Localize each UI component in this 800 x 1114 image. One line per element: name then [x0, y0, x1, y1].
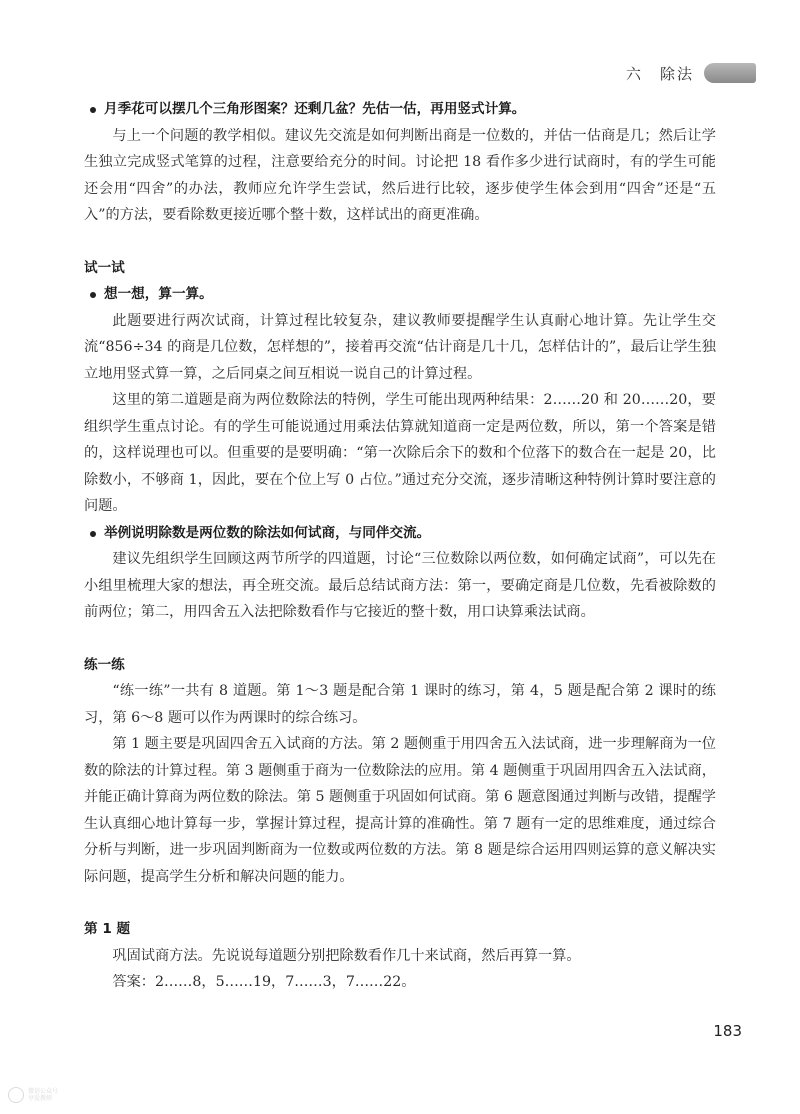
paragraph-problem-1-answer: 答案：2……8，5……19，7……3，7……22。	[112, 974, 416, 990]
page-number: 183	[713, 1022, 742, 1040]
watermark-logo-icon	[8, 1087, 24, 1103]
spacer	[84, 626, 716, 652]
header-tab-decoration	[704, 63, 756, 83]
section-heading-practice: 练一练	[84, 656, 125, 673]
bullet-think-compute: 想一想，算一算。	[84, 281, 716, 308]
paragraph-problem-1-desc: 巩固试商方法。先说说每道题分别把除数看作几十来试商，然后再算一算。	[112, 947, 581, 964]
paragraph-practice-overview: “练一练”一共有 8 道题。第 1～3 题是配合第 1 课时的练习，第 4，5 题是配合第 2 课时的练习，第 6～8 题可以作为两课时的综合练习。	[84, 683, 716, 726]
bullet-examples-discuss: 举例说明除数是两位数的除法如何试商，与同伴交流。	[84, 520, 716, 547]
chapter-title: 六 除法	[625, 64, 694, 83]
spacer	[84, 890, 716, 916]
page-body	[84, 96, 716, 996]
spacer	[84, 229, 716, 255]
paragraph-practice-details: 第 1 题主要是巩固四舍五入试商的方法。第 2 题侧重于用四舍五入法试商，进一步理解商为一位数的除法的计算过程。第 3 题侧重于商为一位数除法的应用。第 4 题侧重于巩固用四舍五入法试商，并能正确计算商为两位数的除法。第 5 题侧重于巩固如何试商。第 6 题意图通过判断与改错，提醒学生认真细心地计算每一步，掌握计算过程，提高计算的准确性。第 7 题有一定的思维难度，通过综合分析与判断，进一步巩固判断商为一位数或两位数的方法。第 8 题是综合运用四则运算的意义解决实际问题，提高学生分析和解决问题的能力。	[84, 736, 716, 885]
paragraph-special-case: 这里的第二道题是商为两位数除法的特例，学生可能出现两种结果：2……20 和 20……20，要组织学生重点讨论。有的学生可能说通过用乘法估算就知道商一定是两位数，所以，第一个答案是错的，这样说理也可以。但重要的是要明确：“第一次除后余下的数和个位落下的数合在一起是 20，比除数小，不够商 1，因此，要在个位上写 0 占位。”通过充分交流，逐步清晰这种特例计算时要注意的问题。	[84, 392, 716, 514]
paragraph-two-step-trial: 此题要进行两次试商，计算过程比较复杂，建议教师要提醒学生认真耐心地计算。先让学生交流“856÷34 的商是几位数，怎样想的”，接着再交流“估计商是几十几，怎样估计的”，最后让学生独立地用竖式算一算，之后同桌之间互相说一说自己的计算过程。	[84, 312, 716, 382]
paragraph-trial-method-summary: 建议先组织学生回顾这两节所学的四道题，讨论“三位数除以两位数，如何确定试商”，可以先在小组里梳理大家的想法，再全班交流。最后总结试商方法：第一，要确定商是几位数，先看被除数的前两位；第二，用四舍五入法把除数看作与它接近的整十数，用口诀算乘法试商。	[84, 551, 716, 620]
paragraph-roses-guidance: 与上一个问题的教学相似。建议先交流是如何判断出商是一位数的，并估一估商是几；然后让学生独立完成竖式笔算的过程，注意要给充分的时间。讨论把 18 看作多少进行试商时，有的学生可能还会用“四舍”的办法，教师应允许学生尝试，然后进行比较，逐步使学生体会到用“四舍”还是“五入”的方法，要看除数更接近哪个整十数，这样试出的商更准确。	[84, 127, 716, 223]
section-heading-try: 试一试	[84, 259, 125, 276]
running-header	[626, 60, 756, 86]
watermark	[8, 1084, 90, 1106]
section-heading-problem-1: 第 1 题	[84, 921, 131, 937]
bullet-question-roses: 月季花可以摆几个三角形图案？还剩几盆？先估一估，再用竖式计算。	[84, 96, 716, 123]
watermark-text: 微信公众号 享爱教师	[28, 1088, 59, 1102]
